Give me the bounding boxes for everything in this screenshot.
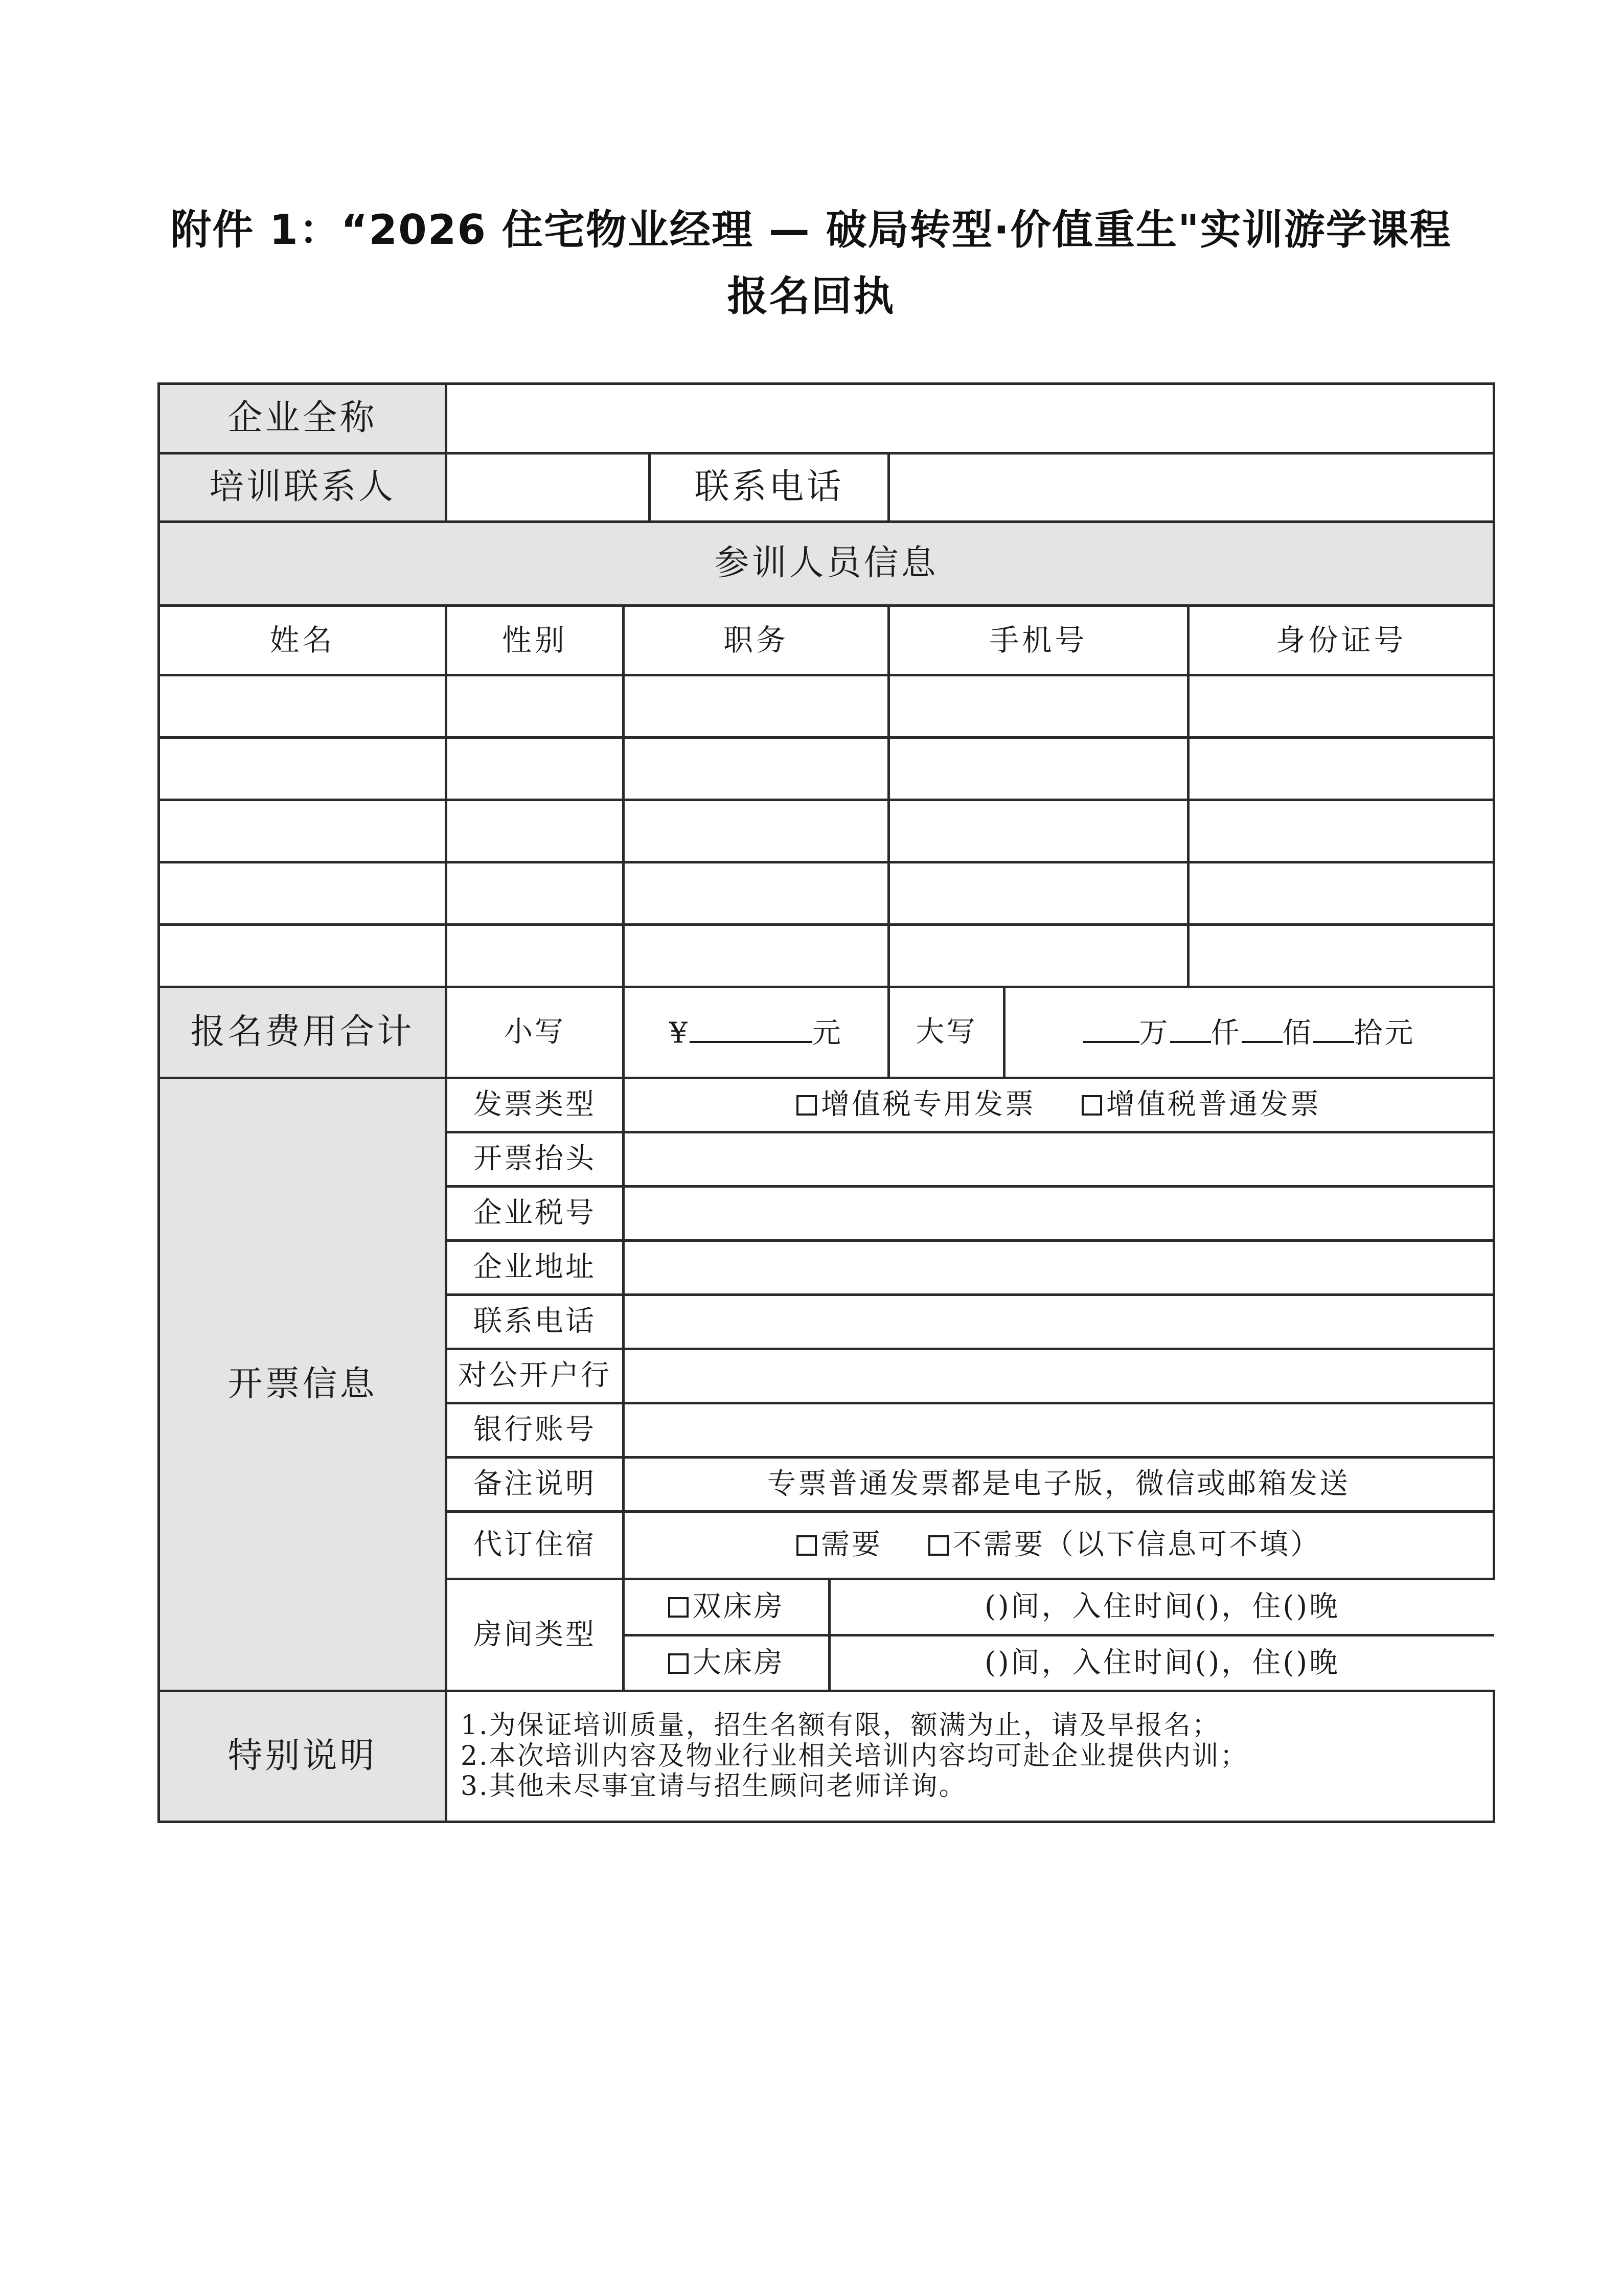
invoice-type-normal-label: 增值税普通发票	[1106, 1088, 1321, 1122]
company-name-field[interactable]	[446, 384, 1494, 453]
bank-label: 对公开户行	[446, 1349, 624, 1403]
fee-shi-yuan-unit: 拾元	[1354, 1016, 1415, 1050]
special-note-line: 2.本次培训内容及物业行业相关培训内容均可赴企业提供内训；	[461, 1740, 1248, 1771]
invoice-phone-field[interactable]	[624, 1295, 1494, 1349]
fee-bai-unit: 佰	[1282, 1016, 1313, 1050]
special-note-line: 1.为保证培训质量，招生名额有限，额满为止，请及早报名；	[461, 1710, 1220, 1741]
participant-gender-cell[interactable]	[446, 738, 624, 800]
participant-row	[159, 738, 1494, 800]
participant-mobile-cell[interactable]	[889, 675, 1189, 738]
company-address-field[interactable]	[624, 1241, 1494, 1295]
fee-bai-blank[interactable]	[1242, 1015, 1283, 1042]
fee-yuan-unit: 元	[812, 1016, 843, 1050]
document-subtitle: 报名回执	[727, 272, 895, 320]
checkbox-icon[interactable]	[796, 1535, 817, 1556]
remark-label: 备注说明	[446, 1458, 624, 1512]
participant-name-cell[interactable]	[159, 925, 446, 987]
participants-header-name: 姓名	[159, 606, 446, 675]
tax-number-label: 企业税号	[446, 1187, 624, 1241]
bank-account-label: 银行账号	[446, 1403, 624, 1458]
tax-number-field[interactable]	[624, 1187, 1494, 1241]
participant-id-cell[interactable]	[1189, 800, 1494, 862]
bank-field[interactable]	[624, 1349, 1494, 1403]
company-name-label: 企业全称	[159, 384, 446, 453]
participant-gender-cell[interactable]	[446, 800, 624, 862]
contact-phone-field[interactable]	[889, 453, 1494, 522]
checkbox-icon[interactable]	[668, 1597, 689, 1618]
participant-row	[159, 925, 1494, 987]
participant-mobile-cell[interactable]	[889, 862, 1189, 925]
fee-wan-unit: 万	[1139, 1016, 1170, 1050]
participant-id-cell[interactable]	[1189, 738, 1494, 800]
participant-gender-cell[interactable]	[446, 862, 624, 925]
fee-upper-field[interactable]	[1004, 987, 1494, 1078]
fee-lower-field[interactable]	[624, 987, 889, 1078]
participant-gender-cell[interactable]	[446, 675, 624, 738]
lodging-label: 代订住宿	[446, 1512, 624, 1579]
participant-position-cell[interactable]	[624, 925, 889, 987]
participant-mobile-cell[interactable]	[889, 738, 1189, 800]
contact-phone-label: 联系电话	[650, 453, 889, 522]
king-room-option[interactable]	[625, 1635, 829, 1690]
invoice-type-special-option[interactable]	[796, 1088, 1036, 1121]
participant-name-cell[interactable]	[159, 800, 446, 862]
fee-qian-unit: 仟	[1210, 1016, 1242, 1050]
special-notes-label: 特别说明	[159, 1691, 446, 1822]
checkbox-icon[interactable]	[928, 1535, 949, 1556]
checkbox-icon[interactable]	[668, 1653, 689, 1674]
invoice-type-normal-option[interactable]	[1082, 1088, 1321, 1121]
invoice-header-label: 开票抬头	[446, 1132, 624, 1187]
participant-mobile-cell[interactable]	[889, 800, 1189, 862]
invoice-type-options	[624, 1078, 1494, 1132]
lodging-options	[624, 1512, 1494, 1579]
participants-section-label: 参训人员信息	[159, 522, 1494, 606]
participant-position-cell[interactable]	[624, 738, 889, 800]
contact-person-label: 培训联系人	[159, 453, 446, 522]
room-type-container	[624, 1579, 1494, 1691]
fee-lower-blank[interactable]	[690, 1015, 812, 1042]
participants-header-mobile: 手机号	[889, 606, 1189, 675]
participant-position-cell[interactable]	[624, 800, 889, 862]
registration-form	[157, 382, 1495, 1823]
remark-value: 专票普通发票都是电子版，微信或邮箱发送	[624, 1458, 1494, 1512]
twin-room-detail[interactable]: ()间，入住时间()，住()晚	[829, 1580, 1494, 1635]
king-room-detail[interactable]: ()间，入住时间()，住()晚	[829, 1635, 1494, 1690]
fee-total-label: 报名费用合计	[159, 987, 446, 1078]
participants-header-gender: 性别	[446, 606, 624, 675]
checkbox-icon[interactable]	[796, 1095, 817, 1116]
fee-upper-label: 大写	[889, 987, 1004, 1078]
bank-account-field[interactable]	[624, 1403, 1494, 1458]
lodging-need-label: 需要	[821, 1528, 883, 1562]
fee-wan-blank[interactable]	[1083, 1015, 1139, 1042]
contact-person-field[interactable]	[446, 453, 650, 522]
participant-gender-cell[interactable]	[446, 925, 624, 987]
participant-name-cell[interactable]	[159, 738, 446, 800]
participant-id-cell[interactable]	[1189, 925, 1494, 987]
checkbox-icon[interactable]	[1082, 1095, 1102, 1116]
fee-shi-blank[interactable]	[1313, 1015, 1354, 1042]
participant-id-cell[interactable]	[1189, 675, 1494, 738]
participant-mobile-cell[interactable]	[889, 925, 1189, 987]
participant-row	[159, 675, 1494, 738]
fee-lower-label: 小写	[446, 987, 624, 1078]
document-title: 附件 1：“2026 住宅物业经理 — 破局转型·价值重生"实训游学课程	[170, 206, 1452, 254]
invoice-phone-label: 联系电话	[446, 1295, 624, 1349]
participant-position-cell[interactable]	[624, 862, 889, 925]
company-address-label: 企业地址	[446, 1241, 624, 1295]
invoice-header-field[interactable]	[624, 1132, 1494, 1187]
participant-position-cell[interactable]	[624, 675, 889, 738]
participants-header-position: 职务	[624, 606, 889, 675]
participant-row	[159, 800, 1494, 862]
invoice-type-special-label: 增值税专用发票	[821, 1088, 1036, 1122]
yen-symbol: ¥	[669, 1016, 690, 1050]
special-notes-content	[446, 1691, 1494, 1822]
lodging-no-need-option[interactable]	[928, 1528, 1321, 1561]
fee-qian-blank[interactable]	[1170, 1015, 1211, 1042]
room-type-table	[625, 1580, 1494, 1690]
twin-room-option[interactable]	[625, 1580, 829, 1635]
room-type-label: 房间类型	[446, 1579, 624, 1691]
participant-row	[159, 862, 1494, 925]
lodging-no-need-label: 不需要（以下信息可不填）	[953, 1528, 1321, 1562]
lodging-need-option[interactable]	[796, 1528, 882, 1561]
king-room-label: 大床房	[692, 1646, 785, 1679]
participant-name-cell[interactable]	[159, 862, 446, 925]
invoice-section-label: 开票信息	[159, 1078, 446, 1691]
participants-header-id-number: 身份证号	[1189, 606, 1494, 675]
twin-room-label: 双床房	[692, 1590, 785, 1624]
participant-id-cell[interactable]	[1189, 862, 1494, 925]
invoice-type-label: 发票类型	[446, 1078, 624, 1132]
participant-name-cell[interactable]	[159, 675, 446, 738]
special-note-line: 3.其他未尽事宜请与招生顾问老师详询。	[461, 1771, 967, 1802]
